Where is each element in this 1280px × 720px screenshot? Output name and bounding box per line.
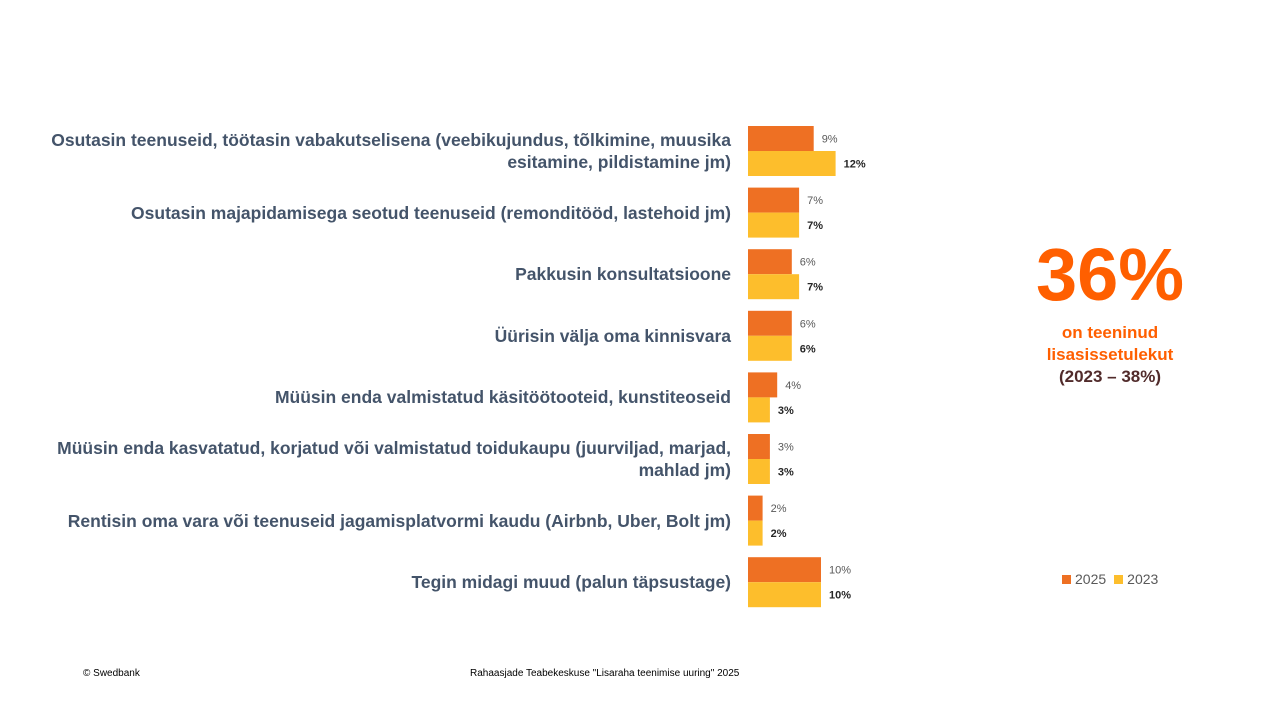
highlight-previous: (2023 – 38%) xyxy=(1058,367,1162,386)
highlight-line-1: on teeninud xyxy=(1061,323,1159,342)
bar-2023 xyxy=(748,336,792,361)
bar-2025 xyxy=(748,126,814,151)
bar-2023 xyxy=(748,459,770,484)
highlight-value: 36% xyxy=(1035,233,1185,316)
legend-swatch-2023 xyxy=(1114,575,1123,584)
category-label: Pakkusin konsultatsioone xyxy=(515,264,731,285)
data-label-2023: 3% xyxy=(777,404,794,417)
category-label: Müüsin enda kasvatatud, korjatud või valmistatud toidukaupu (juurviljad, marjad, mahlad jm) xyxy=(57,438,731,480)
data-label-2023: 7% xyxy=(807,220,824,233)
data-label-2025: 2% xyxy=(770,503,787,516)
category-label: Osutasin teenuseid, töötasin vabakutselisena (veebikujundus, tõlkimine, muusika esitamine, pildistamine jm) xyxy=(51,130,731,172)
data-label-2023: 10% xyxy=(829,589,852,602)
legend-swatch-2025 xyxy=(1062,575,1071,584)
data-label-2023: 12% xyxy=(843,158,866,171)
bar-2025 xyxy=(748,249,792,274)
bar-2023 xyxy=(748,274,799,299)
data-label-2025: 7% xyxy=(807,195,824,208)
data-label-2023: 2% xyxy=(770,528,787,541)
highlight-line-2: lisasissetulekut xyxy=(1046,345,1174,364)
highlight-panel xyxy=(1010,233,1210,388)
bar-2025 xyxy=(748,188,799,213)
bar-2023 xyxy=(748,213,799,238)
bar-2025 xyxy=(748,496,763,521)
bar-2023 xyxy=(748,151,836,176)
bar-2025 xyxy=(748,557,821,582)
data-label-2025: 4% xyxy=(785,379,802,392)
bar-2023 xyxy=(748,397,770,422)
legend-item-2025 xyxy=(1062,571,1106,587)
legend-label-2025: 2025 xyxy=(1075,571,1107,587)
bar-2025 xyxy=(748,311,792,336)
footer-source: Rahaasjade Teabekeskuse "Lisaraha teenimise uuring" 2025 xyxy=(470,668,740,679)
data-label-2023: 7% xyxy=(807,281,824,294)
category-label: Üürisin välja oma kinnisvara xyxy=(494,325,731,346)
data-label-2025: 6% xyxy=(799,318,816,331)
bar-2025 xyxy=(748,372,777,397)
footer-copyright: © Swedbank xyxy=(83,668,140,679)
legend-item-2023 xyxy=(1114,571,1158,587)
data-label-2025: 9% xyxy=(821,133,838,146)
data-label-2025: 10% xyxy=(829,564,852,577)
category-label: Osutasin majapidamisega seotud teenuseid (remonditööd, lastehoid jm) xyxy=(131,202,731,223)
data-label-2025: 6% xyxy=(799,256,816,269)
data-label-2025: 3% xyxy=(777,441,794,454)
category-label: Tegin midagi muud (palun täpsustage) xyxy=(411,572,731,593)
data-label-2023: 3% xyxy=(777,466,794,479)
bar-2023 xyxy=(748,521,763,546)
legend-label-2023: 2023 xyxy=(1127,571,1159,587)
chart-legend xyxy=(1062,571,1158,587)
category-label: Müüsin enda valmistatud käsitöötooteid, kunstiteoseid xyxy=(274,387,731,408)
bar-2023 xyxy=(748,582,821,607)
category-label: Rentisin oma vara või teenuseid jagamisplatvormi kaudu (Airbnb, Uber, Bolt jm) xyxy=(67,510,731,531)
data-label-2023: 6% xyxy=(799,343,816,356)
bar-2025 xyxy=(748,434,770,459)
